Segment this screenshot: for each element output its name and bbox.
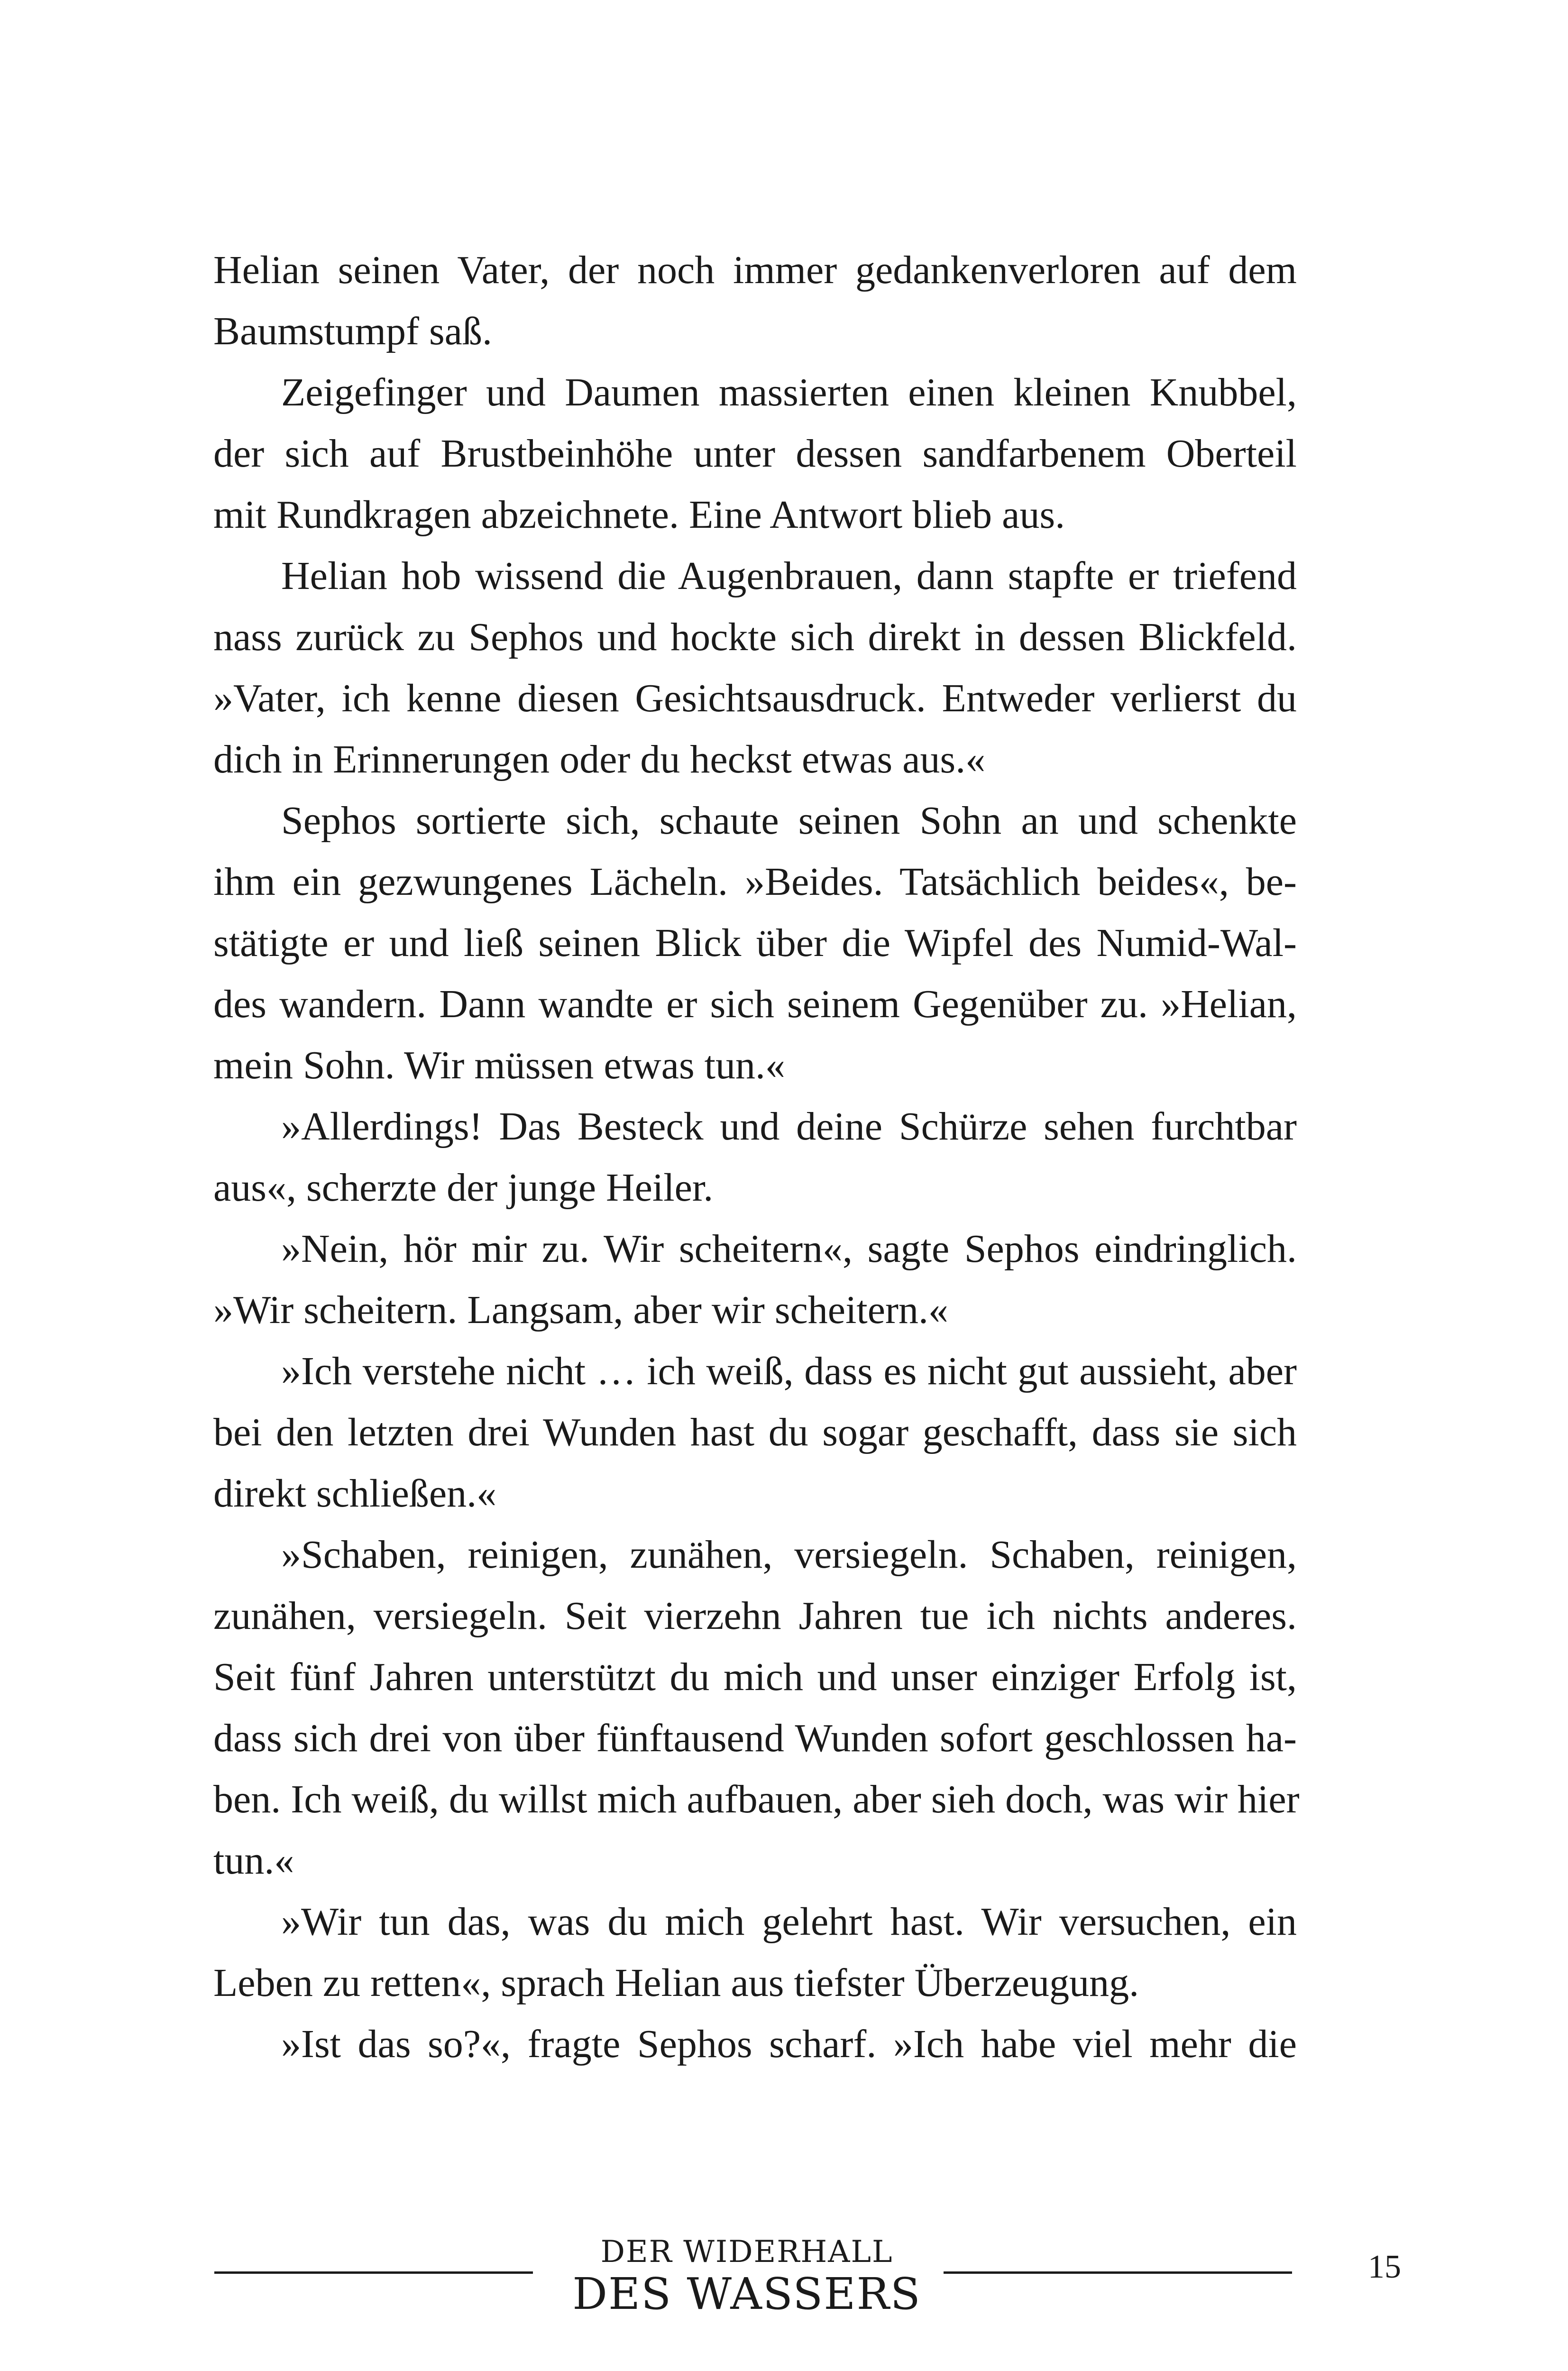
text-line: Leben zu retten«, sprach Helian aus tiefster Überzeugung. [213,1961,1139,2005]
text-line: nass zurück zu Sephos und hockte sich direkt in dessen Blickfeld. [213,615,1297,659]
text-line: »Wir tun das, was du mich gelehrt hast. Wir versuchen, ein [281,1900,1297,1944]
text-line: »Allerdings! Das Besteck und deine Schürze sehen furchtbar [281,1104,1297,1149]
text-line: »Schaben, reinigen, zunähen, versiegeln. Schaben, reinigen, [281,1533,1297,1577]
book-title [567,2233,927,2318]
text-line: mit Rundkragen abzeichnete. Eine Antwort blieb aus. [213,493,1065,537]
text-line: »Ist das so?«, fragte Sephos scharf. »Ich habe viel mehr die [281,2022,1297,2066]
text-line: dich in Erinnerungen oder du heckst etwas aus.« [213,737,986,781]
text-line: direkt schließen.« [213,1471,497,1516]
text-line: aus«, scherzte der junge Heiler. [213,1166,714,1210]
text-line: »Wir scheitern. Langsam, aber wir scheitern.« [213,1288,949,1332]
text-line: bei den letzten drei Wunden hast du sogar geschafft, dass sie sich [213,1410,1297,1454]
text-line: des wandern. Dann wandte er sich seinem Gegenüber zu. »Helian, [213,982,1297,1026]
body-text [213,239,1300,2075]
text-line: ihm ein gezwungenes Lächeln. »Beides. Tatsächlich beides«, be- [213,860,1297,904]
text-line: zunähen, versiegeln. Seit vierzehn Jahren tue ich nichts anderes. [213,1594,1297,1638]
text-line: »Vater, ich kenne diesen Gesichtsausdruck. Entweder verlierst du [213,676,1297,720]
page-footer [0,2233,1568,2328]
text-line: stätigte er und ließ seinen Blick über die Wipfel des Numid-Wal- [213,921,1297,965]
text-line: Seit fünf Jahren unterstützt du mich und unser einziger Erfolg ist, [213,1655,1297,1699]
book-title-line-1: DER WIDERHALL [600,2234,893,2270]
text-line: Helian seinen Vater, der noch immer gedankenverloren auf dem [213,248,1297,292]
page-number: 15 [1368,2249,1401,2285]
text-line: »Nein, hör mir zu. Wir scheitern«, sagte Sephos eindringlich. [281,1227,1297,1271]
footer-rule-left [214,2271,533,2274]
text-line: Zeigefinger und Daumen massierten einen kleinen Knubbel, [281,370,1297,414]
text-line: ben. Ich weiß, du willst mich aufbauen, aber sieh doch, was wir hier [213,1777,1300,1821]
text-line: tun.« [213,1838,294,1883]
text-line: der sich auf Brustbeinhöhe unter dessen sandfarbenem Oberteil [213,432,1297,476]
book-title-line-2: DES WASSERS [572,2269,921,2319]
text-line: mein Sohn. Wir müssen etwas tun.« [213,1043,785,1087]
text-line: »Ich verstehe nicht … ich weiß, dass es nicht gut aussieht, aber [281,1349,1297,1393]
footer-rule-right [944,2271,1292,2274]
text-line: Helian hob wissend die Augenbrauen, dann stapfte er triefend [281,554,1297,598]
text-line: dass sich drei von über fünftausend Wunden sofort geschlossen ha- [213,1716,1297,1760]
text-line: Sephos sortierte sich, schaute seinen Sohn an und schenkte [281,799,1297,843]
text-line: Baumstumpf saß. [213,309,492,353]
